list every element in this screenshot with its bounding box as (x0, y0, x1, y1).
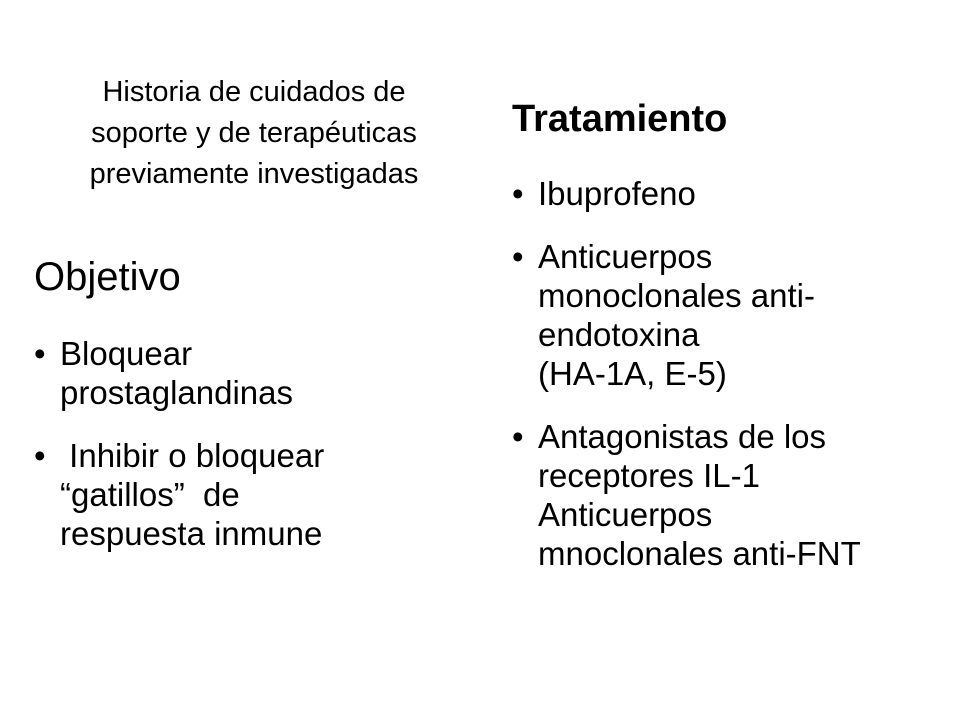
item-line: Inhibir o bloquear (60, 437, 325, 474)
bullet-icon: • (512, 175, 524, 212)
item-line: Bloquear (60, 335, 193, 372)
item-line: Ibuprofeno (538, 175, 696, 212)
item-line: Antagonistas de los (538, 418, 827, 455)
title-line: soporte y de terapéuticas (91, 117, 417, 149)
list-item (34, 334, 454, 412)
item-line: Anticuerpos (538, 238, 713, 275)
bullet-icon: • (512, 418, 524, 455)
title-line: Historia de cuidados de (102, 76, 406, 108)
objetivo-list (34, 334, 454, 577)
slide-title (28, 72, 480, 195)
bullet-icon: • (512, 238, 524, 275)
item-line: prostaglandinas (60, 374, 293, 411)
list-item (34, 436, 454, 553)
list-item (512, 417, 942, 573)
bullet-icon: • (34, 335, 46, 372)
item-line: “gatillos” de (60, 476, 240, 513)
objetivo-heading: Objetivo (34, 255, 181, 299)
list-item (512, 174, 942, 213)
item-line: Anticuerpos (538, 496, 713, 533)
item-line: monoclonales anti- (538, 277, 815, 314)
bullet-icon: • (34, 437, 46, 474)
item-line: endotoxina (538, 316, 700, 353)
item-line: receptores IL-1 (538, 457, 760, 494)
tratamiento-heading: Tratamiento (512, 98, 728, 140)
item-line: (HA-1A, E-5) (538, 355, 727, 392)
item-line: respuesta inmune (60, 515, 323, 552)
item-line: mnoclonales anti-FNT (538, 535, 861, 572)
title-line: previamente investigadas (89, 158, 419, 190)
list-item (512, 237, 942, 393)
tratamiento-list (512, 174, 942, 597)
